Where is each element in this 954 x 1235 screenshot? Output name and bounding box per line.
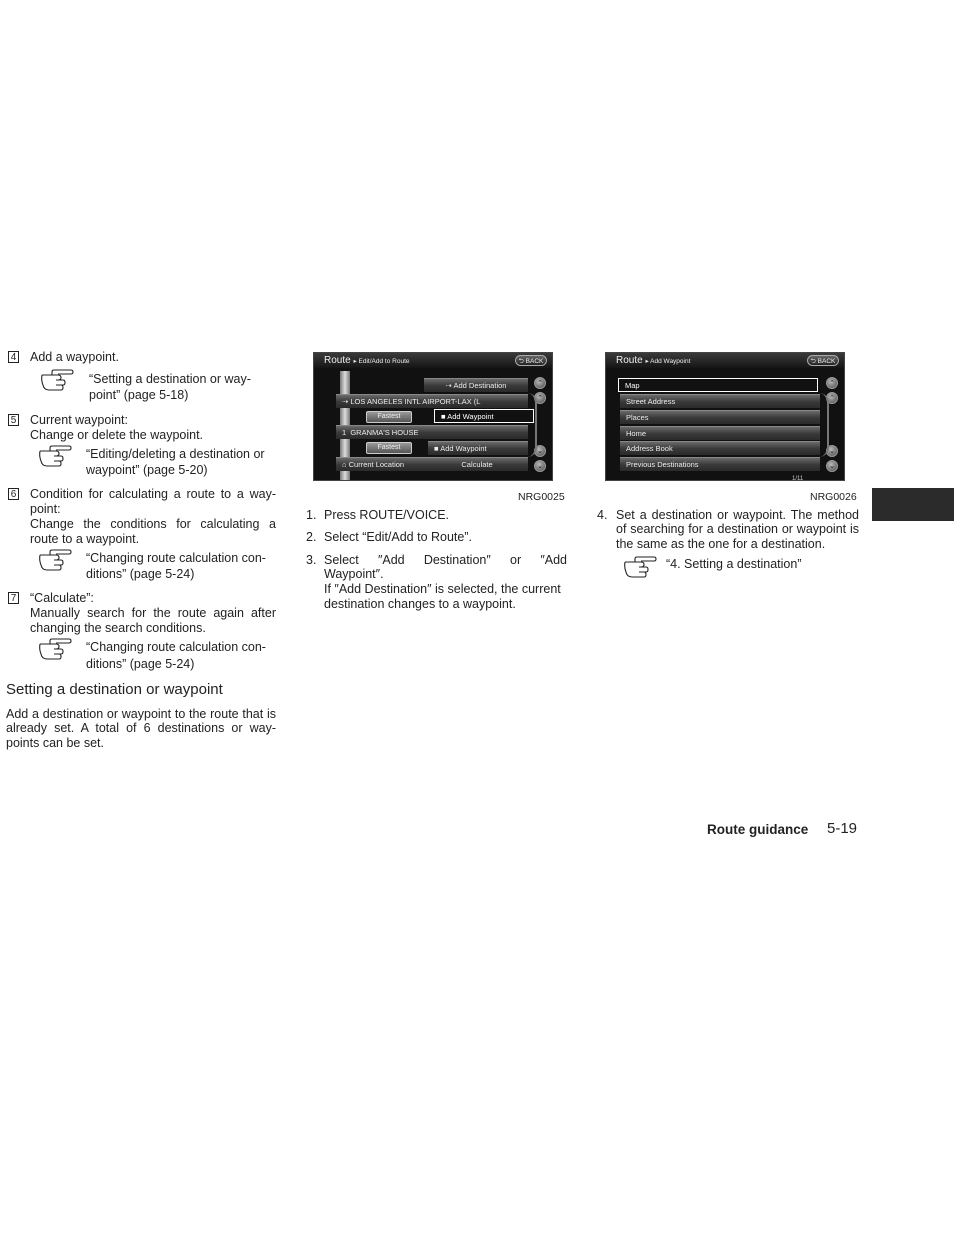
footer-section-name: Route guidance — [707, 822, 809, 837]
step3-text4: destination changes to a waypoint. — [324, 597, 516, 611]
scroll-down-icon[interactable]: ⌄ — [826, 445, 838, 457]
item6-ref-line1: “Changing route calculation con- — [86, 551, 266, 565]
item-number-5: 5 — [8, 414, 19, 426]
scrollbar-arc — [819, 393, 829, 457]
add-waypoint-button[interactable]: ■ Add Waypoint — [428, 441, 528, 455]
calculate-button[interactable]: Calculate — [426, 457, 528, 471]
section-heading: Setting a destination or waypoint — [6, 681, 223, 698]
chapter-tab — [872, 488, 954, 521]
step4-ref: “4. Setting a destination” — [666, 557, 802, 571]
waypoint-row[interactable]: 1 GRANMA'S HOUSE — [336, 425, 528, 439]
item6-text1: Condition for calculating a route to a way- — [30, 487, 276, 501]
intro-para-line3: points can be set. — [6, 736, 104, 750]
pointing-hand-icon — [623, 556, 657, 578]
item7-text3: changing the search conditions. — [30, 621, 206, 635]
step2-number: 2. — [306, 530, 317, 544]
menu-item-address-book[interactable]: Address Book — [620, 441, 820, 455]
item-number-4: 4 — [8, 351, 19, 363]
intro-para-line2: already set. A total of 6 destinations or way- — [6, 721, 276, 735]
scrollbar-arc — [527, 393, 537, 457]
pointing-hand-icon — [38, 445, 72, 467]
step4-number: 4. — [597, 508, 608, 522]
menu-item-map[interactable]: Map — [618, 378, 818, 392]
item-number-6: 6 — [8, 488, 19, 500]
current-location-row: ⌂ Current Location — [336, 457, 426, 471]
step2-text: Select “Edit/Add to Route”. — [324, 530, 472, 544]
screen-add-waypoint — [605, 352, 845, 481]
step3-text3: If ″Add Destination″ is selected, the current — [324, 582, 561, 596]
screen-header — [606, 353, 844, 368]
step1-text: Press ROUTE/VOICE. — [324, 508, 450, 522]
item5-text1: Current waypoint: — [30, 413, 128, 427]
step3-text2: Waypoint″. — [324, 567, 384, 581]
back-button[interactable]: ⮌ BACK — [515, 355, 547, 366]
scroll-up-icon[interactable]: ⌃ — [534, 392, 546, 404]
item5-text2: Change or delete the waypoint. — [30, 428, 204, 442]
figure-caption-2: NRG0026 — [810, 491, 857, 503]
fastest-pill-2[interactable]: Fastest — [366, 442, 412, 454]
item7-text2: Manually search for the route again after — [30, 606, 276, 620]
screen-header — [314, 353, 552, 368]
menu-item-places[interactable]: Places — [620, 410, 820, 424]
item5-ref-line2: waypoint” (page 5-20) — [86, 463, 208, 477]
pointing-hand-icon — [38, 549, 72, 571]
step4-text3: the same as the one for a destination. — [616, 537, 826, 551]
screen-edit-add-route — [313, 352, 553, 481]
step3-text1: Select ″Add Destination″ or ″Add — [324, 553, 567, 567]
item4-ref-line1: “Setting a destination or way- — [89, 372, 251, 386]
scroll-bottom-icon[interactable]: ⌄ — [826, 460, 838, 472]
step3-number: 3. — [306, 553, 317, 567]
scroll-top-icon[interactable]: ⌃ — [534, 377, 546, 389]
add-waypoint-selected-button[interactable]: ■ Add Waypoint — [434, 409, 534, 423]
menu-item-previous-destinations[interactable]: Previous Destinations — [620, 457, 820, 471]
scroll-up-icon[interactable]: ⌃ — [826, 392, 838, 404]
back-button[interactable]: ⮌ BACK — [807, 355, 839, 366]
step4-text1: Set a destination or waypoint. The method — [616, 508, 859, 522]
intro-para-line1: Add a destination or waypoint to the route that is — [6, 707, 276, 721]
item-number-7: 7 — [8, 592, 19, 604]
item4-text: Add a waypoint. — [30, 350, 119, 364]
step4-text2: of searching for a destination or waypoint is — [616, 522, 859, 536]
pointing-hand-icon — [38, 638, 72, 660]
fastest-pill-1[interactable]: Fastest — [366, 411, 412, 423]
add-destination-button[interactable]: ⇢ Add Destination — [424, 378, 528, 392]
scroll-down-icon[interactable]: ⌄ — [534, 445, 546, 457]
destination-row[interactable]: ⇢ LOS ANGELES INTL AIRPORT-LAX (L — [336, 394, 528, 408]
item6-text3: Change the conditions for calculating a — [30, 517, 276, 531]
item5-ref-line1: “Editing/deleting a destination or — [86, 447, 265, 461]
menu-item-street-address[interactable]: Street Address — [620, 394, 820, 408]
menu-item-home[interactable]: Home — [620, 426, 820, 440]
screen-title: Route ▸ Add Waypoint — [616, 355, 691, 366]
pointing-hand-icon — [40, 369, 74, 391]
item7-ref-line2: ditions” (page 5-24) — [86, 657, 195, 671]
item6-ref-line2: ditions” (page 5-24) — [86, 567, 195, 581]
figure-caption-1: NRG0025 — [518, 491, 565, 503]
item4-ref-line2: point” (page 5-18) — [89, 388, 189, 402]
step1-number: 1. — [306, 508, 317, 522]
item7-ref-line1: “Changing route calculation con- — [86, 640, 266, 654]
footer-page-number: 5-19 — [827, 820, 858, 837]
item7-text1: “Calculate”: — [30, 591, 94, 605]
scroll-bottom-icon[interactable]: ⌄ — [534, 460, 546, 472]
screen-title: Route ▸ Edit/Add to Route — [324, 355, 410, 366]
item6-text4: route to a waypoint. — [30, 532, 140, 546]
scroll-top-icon[interactable]: ⌃ — [826, 377, 838, 389]
item6-text2: point: — [30, 502, 61, 516]
page-indicator: 1/11 — [792, 476, 804, 481]
